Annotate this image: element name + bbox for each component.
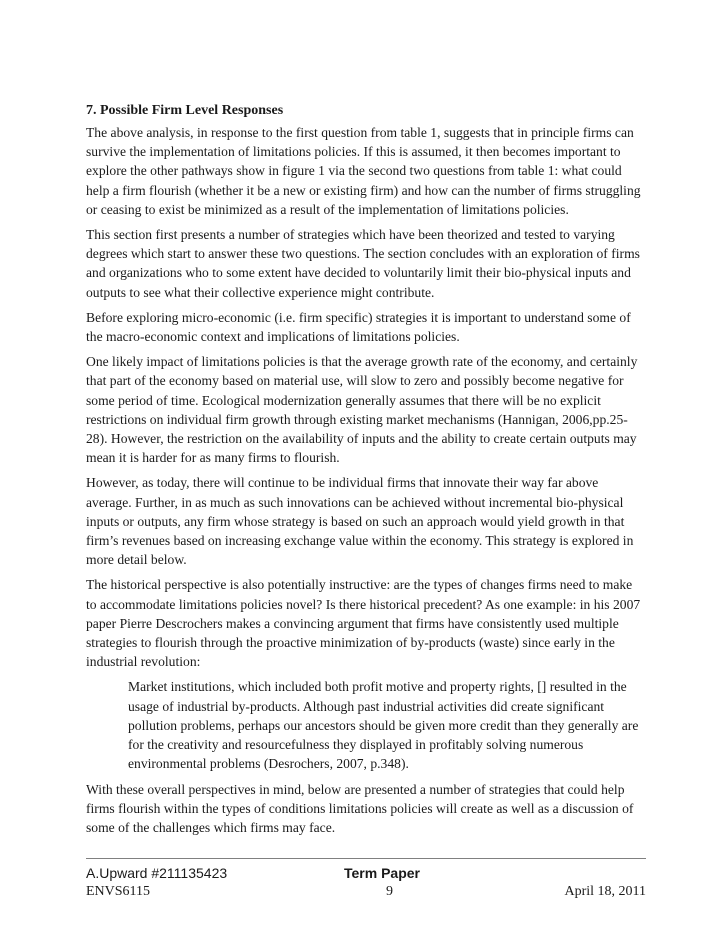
paragraph-section-overview: This section first presents a number of strategies which have been theorized and tested to varying degrees which start to answer these two questions. The section concludes with an exploration of firms and organizations who to some extent have decided to voluntarily limit their bio-physical inputs and outputs to see what their collective experience might contribute.	[86, 227, 640, 300]
paragraph-historical-perspective: The historical perspective is also potentially instructive: are the types of changes firms need to make to accommodate limitations policies novel? Is there historical precedent? As one example: in his 2007 paper Pierre Descrochers makes a convincing argument that firms have consistently used multiple strategies to flourish through the proactive minimization of by-products (waste) since early in the industrial revolution:	[86, 577, 641, 670]
page-body	[86, 101, 646, 843]
footer-row-bottom	[86, 884, 646, 904]
paragraph-macro-context: Before exploring micro-economic (i.e. firm specific) strategies it is important to understand some of the macro-economic context and implications of limitations policies.	[86, 309, 631, 345]
section-heading: 7. Possible Firm Level Responses	[86, 103, 284, 118]
paragraph-growth-impact: One likely impact of limitations policies is that the average growth rate of the economy, and certainly that part of the economy based on material use, will slow to zero and possibly become negative for some period of time. Ecological modernization generally assumes that there will be no explicit restrictions on individual firm growth through existing market mechanisms (Hannigan, 2006,pp.25-28). However, the restriction on the availability of inputs and the ability to create certain outputs may mean it is harder for as many firms to flourish.	[86, 354, 638, 466]
footer-divider	[86, 858, 646, 859]
footer-date: April 18, 2011	[564, 884, 646, 899]
footer-author: A.Upward #211135423	[86, 865, 228, 881]
block-quote: Market institutions, which included both profit motive and property rights, [] resulted in the usage of industrial by-products. Although past industrial activities did create significant pollution problems, perhaps our ancestors should be given more credit than they generally are for the creativity and resourcefulness they displayed in profitably solving numerous environmental problems (Desrochers, 2007, p.348).	[128, 679, 639, 772]
footer-course-code: ENVS6115	[86, 884, 151, 899]
paragraph-innovation: However, as today, there will continue to be individual firms that innovate their way far above average. Further, in as much as such innovations can be achieved without incremental bio-physical inputs or outputs, any firm whose strategy is based on such an approach would yield growth in that firm’s revenues based on increasing exchange value within the economy. This strategy is explored in more detail below.	[86, 475, 634, 568]
footer-document-type: Term Paper	[344, 865, 420, 881]
footer-row-top	[86, 865, 646, 885]
footer-page-number: 9	[386, 884, 393, 899]
paragraph-closing: With these overall perspectives in mind, below are presented a number of strategies that could help firms flourish within the types of conditions limitations policies will create as well as a discussion of some of the challenges which firms may face.	[86, 781, 634, 835]
paragraph-analysis-summary: The above analysis, in response to the first question from table 1, suggests that in principle firms can survive the implementation of limitations policies. If this is assumed, it then becomes important to explore the other pathways show in figure 1 via the second two questions from table 1: what could help a firm flourish (whether it be a new or existing firm) and how can the number of firms struggling or ceasing to exist be minimized as a result of the implementation of limitations policies.	[86, 125, 641, 217]
